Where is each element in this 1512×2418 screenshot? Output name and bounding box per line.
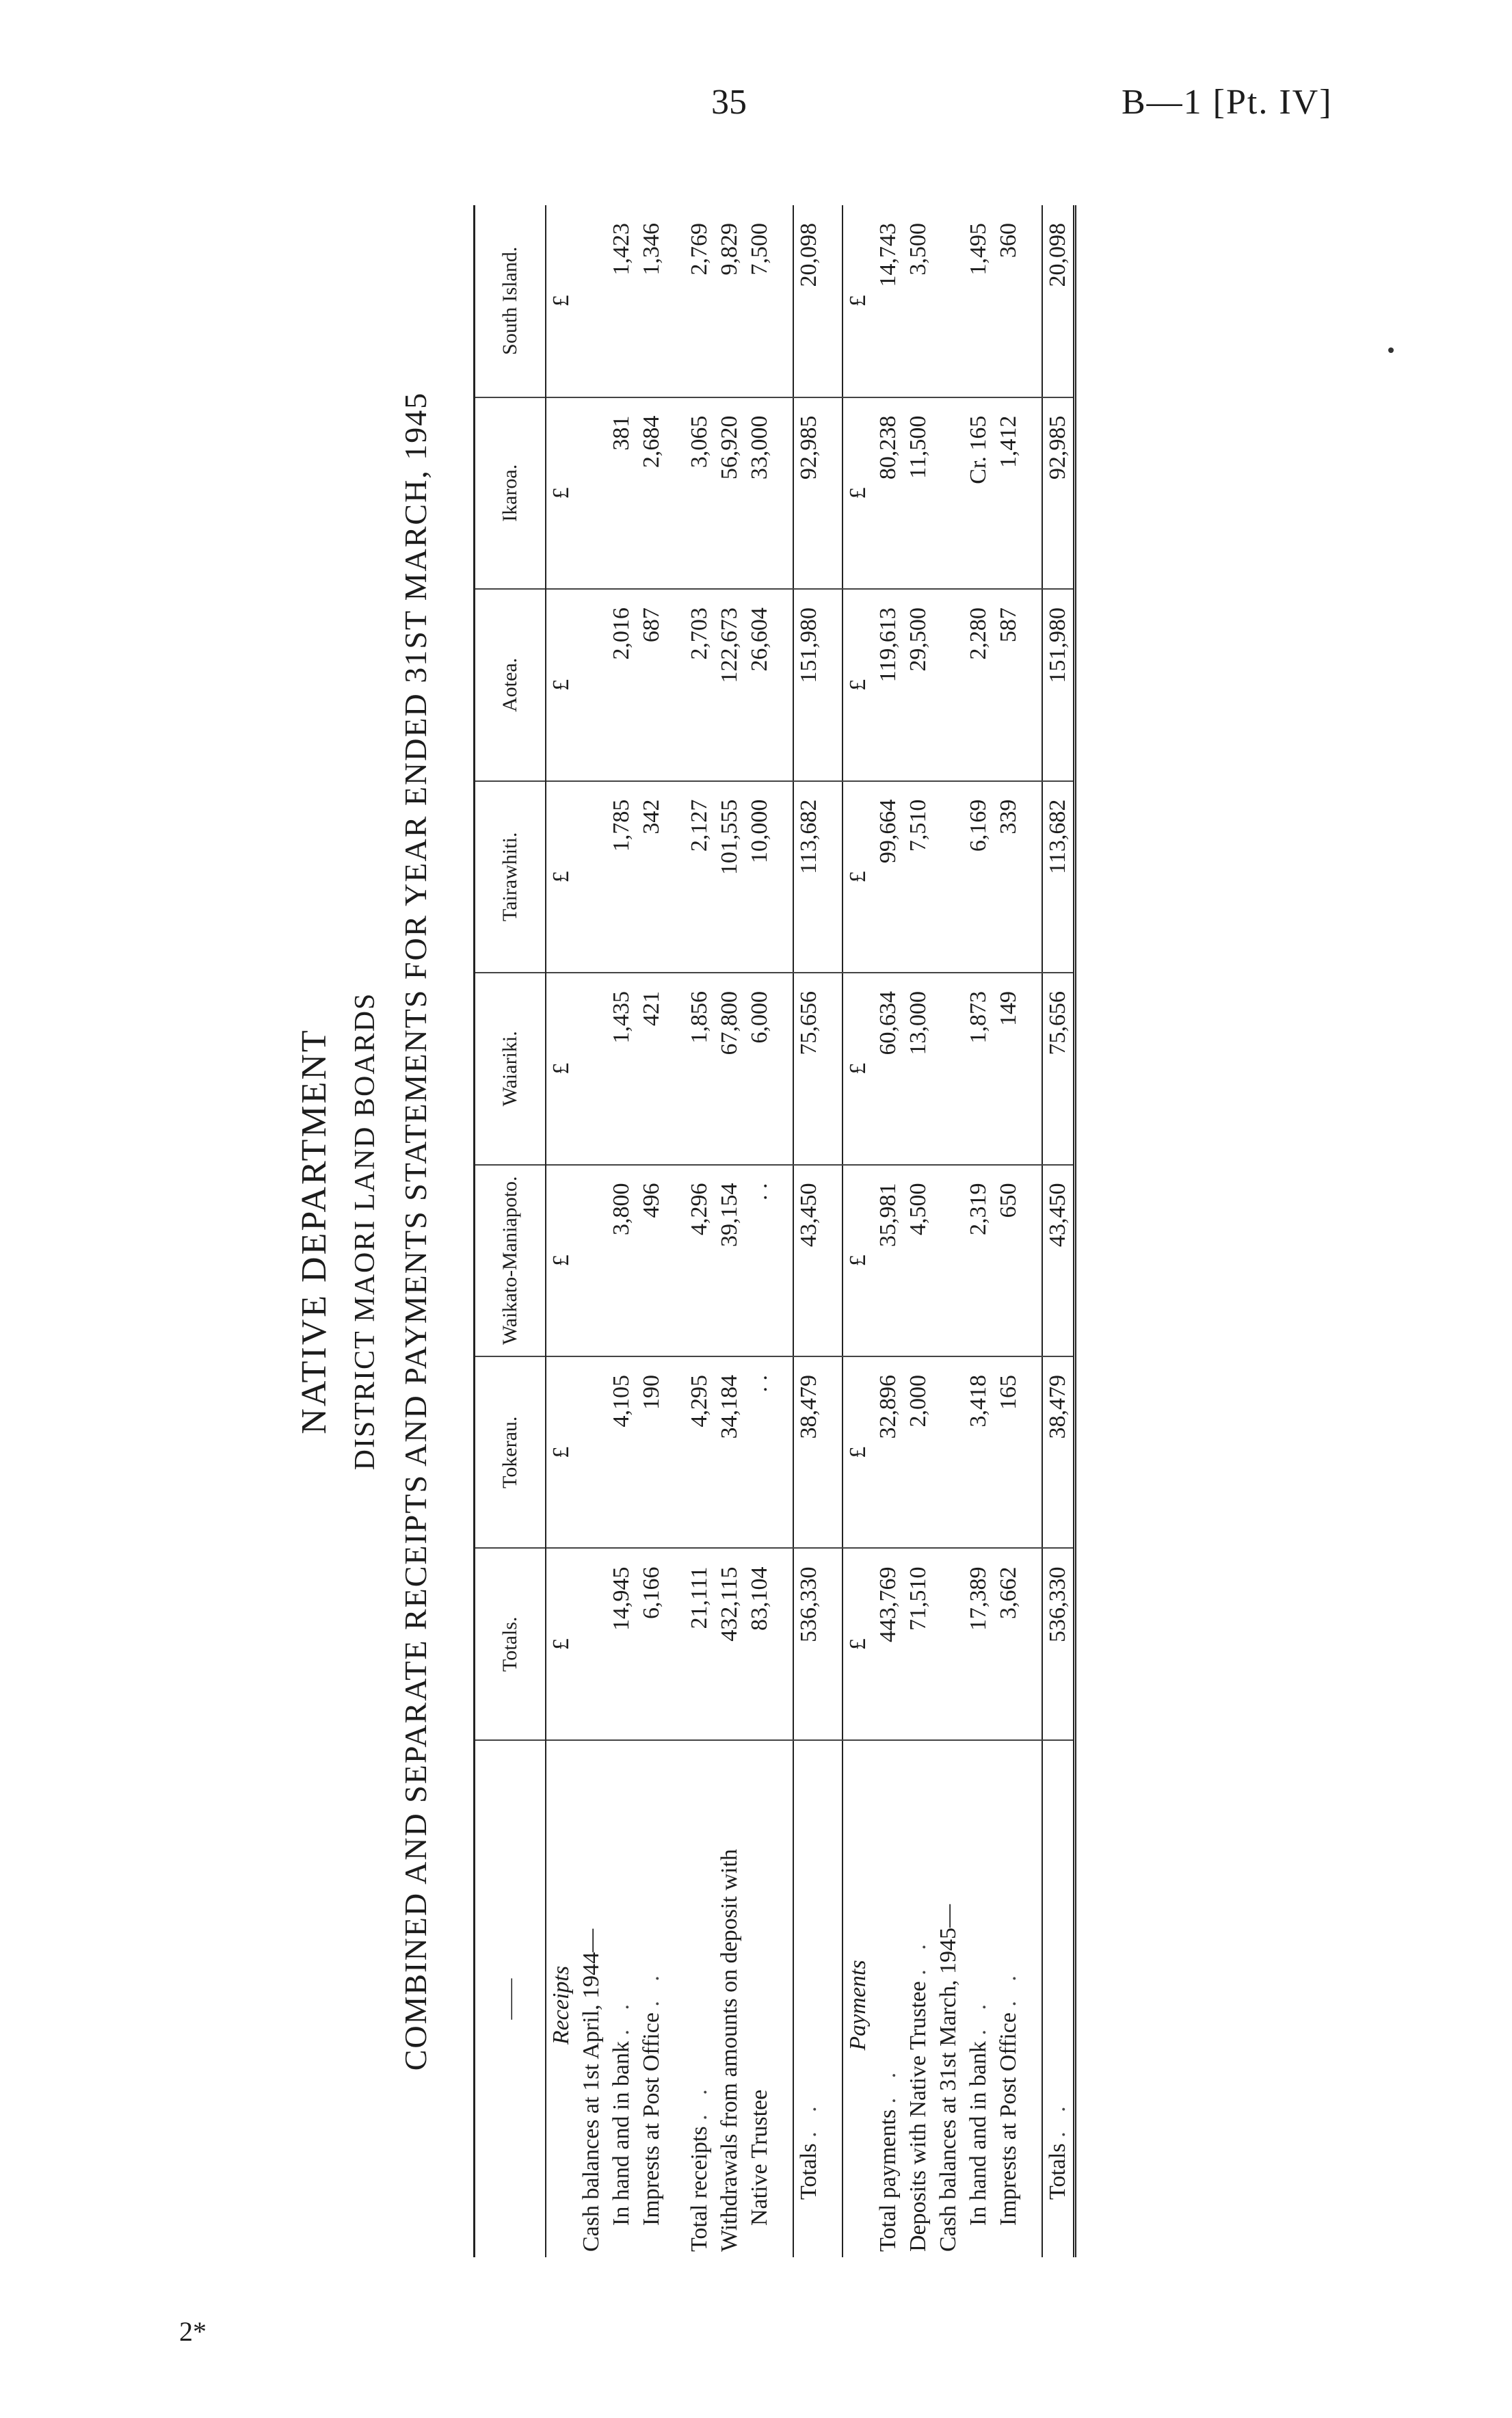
- spacer-row: [824, 205, 843, 2257]
- payments-heading-row: [843, 205, 873, 2257]
- table-cell: 4,295: [685, 1356, 715, 1548]
- row-label: Cash balances at 1st April, 1944—: [579, 1928, 604, 2252]
- receipts-totals-row: [793, 205, 824, 2257]
- dot-leader: . .: [905, 1937, 931, 1975]
- table-cell: 2,016: [607, 589, 637, 780]
- total-cell: 38,479: [1042, 1356, 1075, 1548]
- total-cell: 151,980: [793, 589, 824, 780]
- table-cell: 1,412: [994, 397, 1024, 589]
- row-label-text: Imprests at Post Office: [639, 2012, 664, 2226]
- column-header: Ikaroa.: [475, 397, 546, 589]
- receipts-heading-row: [546, 205, 576, 2257]
- currency-symbol: £: [546, 1165, 576, 1356]
- table-cell: 10,000: [745, 781, 775, 973]
- payments-heading: Payments: [843, 1740, 873, 2257]
- currency-symbol: £: [546, 1356, 576, 1548]
- table-cell: 1,785: [607, 781, 637, 973]
- payments-totals-row: [1042, 205, 1075, 2257]
- column-header: South Island.: [475, 205, 546, 397]
- totals-label-text: Totals: [796, 2143, 821, 2200]
- total-cell: 92,985: [793, 397, 824, 589]
- table-cell: 11,500: [903, 397, 933, 589]
- table-cell: 71,510: [903, 1549, 933, 1740]
- table-cell: 2,127: [685, 781, 715, 973]
- table-cell: 6,000: [745, 973, 775, 1164]
- currency-symbol: £: [546, 781, 576, 973]
- table-cell: 119,613: [873, 589, 903, 780]
- total-cell: 38,479: [793, 1356, 824, 1548]
- table-cell: 83,104: [745, 1549, 775, 1740]
- table-cell: . .: [745, 1356, 775, 1548]
- currency-symbol: £: [843, 589, 873, 780]
- statement-title: COMBINED AND SEPARATE RECEIPTS AND PAYMENTS STATEMENTS FOR YEAR ENDED 31ST MARCH, 1945: [398, 391, 433, 2071]
- table-cell: 421: [637, 973, 667, 1164]
- spacer-row: [1024, 205, 1042, 2257]
- table-cell: 3,662: [994, 1549, 1024, 1740]
- table-cell: 3,500: [903, 205, 933, 397]
- series-reference: B—1 [Pt. IV]: [1122, 83, 1333, 122]
- table-cell: 2,280: [964, 589, 994, 780]
- table-cell: 2,000: [903, 1356, 933, 1548]
- row-label: [637, 1740, 667, 2257]
- total-cell: 75,656: [1042, 973, 1075, 1164]
- table-cell: 7,500: [745, 205, 775, 397]
- table-cell: . .: [745, 1165, 775, 1356]
- table-cell: 26,604: [745, 589, 775, 780]
- table-cell: 101,555: [715, 781, 745, 973]
- dot-leader: . .: [609, 1997, 634, 2036]
- table-cell: 432,115: [715, 1549, 745, 1740]
- table-row: [685, 205, 715, 2257]
- table-cell: 1,856: [685, 973, 715, 1164]
- row-label-text: In hand and in bank: [609, 2040, 634, 2226]
- table-cell: 14,743: [873, 205, 903, 397]
- row-label: Cash balances at 31st March, 1945—: [936, 1904, 961, 2252]
- table-cell: 67,800: [715, 973, 745, 1164]
- currency-symbol: £: [546, 397, 576, 589]
- row-label-text: Imprests at Post Office: [996, 2012, 1021, 2226]
- table-cell: 2,319: [964, 1165, 994, 1356]
- cash-balances-opening-row: [576, 205, 607, 2257]
- table-cell: 21,111: [685, 1549, 715, 1740]
- column-header: Tokerau.: [475, 1356, 546, 1548]
- table-cell: 60,634: [873, 973, 903, 1164]
- total-cell: 43,450: [1042, 1165, 1075, 1356]
- description-column-header: ——: [475, 1740, 546, 2257]
- total-cell: 75,656: [793, 973, 824, 1164]
- currency-symbol: £: [546, 205, 576, 397]
- currency-symbol: £: [843, 781, 873, 973]
- table-cell: 14,945: [607, 1549, 637, 1740]
- table-cell: 3,800: [607, 1165, 637, 1356]
- dot-leader: . .: [687, 2082, 712, 2120]
- currency-symbol: £: [546, 1549, 576, 1740]
- table-cell: 2,769: [685, 205, 715, 397]
- currency-symbol: £: [546, 589, 576, 780]
- totals-label: Totals . .: [1042, 1740, 1075, 2257]
- currency-symbol: £: [843, 397, 873, 589]
- table-cell: 32,896: [873, 1356, 903, 1548]
- total-cell: 92,985: [1042, 397, 1075, 589]
- title-block: [294, 205, 465, 2257]
- receipts-heading: Receipts: [548, 1965, 574, 2045]
- table-cell: 4,105: [607, 1356, 637, 1548]
- total-cell: 20,098: [793, 205, 824, 397]
- totals-label-text: Totals: [1045, 2143, 1070, 2200]
- column-header: Waiariki.: [475, 973, 546, 1164]
- table-cell: 34,184: [715, 1356, 745, 1548]
- table-cell: 99,664: [873, 781, 903, 973]
- column-header-row: [475, 205, 546, 2257]
- column-header: Tairawhiti.: [475, 781, 546, 973]
- row-label-continuation: Native Trustee: [747, 2089, 772, 2226]
- currency-symbol: £: [843, 1549, 873, 1740]
- row-label: [873, 1740, 903, 2257]
- table-cell: 1,435: [607, 973, 637, 1164]
- table-row: [873, 205, 903, 2257]
- row-label: [994, 1740, 1024, 2257]
- table-cell: 342: [637, 781, 667, 973]
- row-label-text: Total payments: [875, 2109, 901, 2252]
- total-cell: 536,330: [793, 1549, 824, 1740]
- total-cell: 113,682: [793, 781, 824, 973]
- page-number: 35: [711, 83, 747, 122]
- table-cell: Cr. 165: [964, 397, 994, 589]
- spacer-row: [667, 205, 685, 2257]
- table-row: [994, 205, 1024, 2257]
- table-row: [964, 205, 994, 2257]
- table-cell: 80,238: [873, 397, 903, 589]
- dot-leader: . .: [875, 2065, 901, 2104]
- column-header: Totals.: [475, 1549, 546, 1740]
- table-cell: 339: [994, 781, 1024, 973]
- row-label: Withdrawals from amounts on deposit with: [717, 1849, 742, 2252]
- dot-leader: . .: [639, 1969, 664, 2007]
- dot-leader: . .: [966, 1997, 991, 2036]
- table-cell: 35,981: [873, 1165, 903, 1356]
- total-cell: 20,098: [1042, 205, 1075, 397]
- table-cell: 2,684: [637, 397, 667, 589]
- row-label-text: Total receipts: [687, 2126, 712, 2252]
- table-cell: 6,166: [637, 1549, 667, 1740]
- currency-symbol: £: [546, 973, 576, 1164]
- spacer-row: [775, 205, 793, 2257]
- ink-dot: [1388, 347, 1394, 353]
- row-label: [964, 1740, 994, 2257]
- totals-label: Totals . .: [793, 1740, 824, 2257]
- table-cell: 1,873: [964, 973, 994, 1164]
- table-cell: 165: [994, 1356, 1024, 1548]
- currency-symbol: £: [843, 205, 873, 397]
- table-row: [637, 205, 667, 2257]
- table-cell: 3,418: [964, 1356, 994, 1548]
- total-cell: 151,980: [1042, 589, 1075, 780]
- row-label-text: In hand and in bank: [966, 2040, 991, 2226]
- row-label: [903, 1740, 933, 2257]
- row-label: [685, 1740, 715, 2257]
- table-row: [745, 205, 775, 2257]
- table-cell: 39,154: [715, 1165, 745, 1356]
- table-cell: 496: [637, 1165, 667, 1356]
- table-row: [607, 205, 637, 2257]
- total-cell: 536,330: [1042, 1549, 1075, 1740]
- table-cell: 4,500: [903, 1165, 933, 1356]
- table-cell: 2,703: [685, 589, 715, 780]
- table-cell: 1,495: [964, 205, 994, 397]
- table-cell: 650: [994, 1165, 1024, 1356]
- total-cell: 113,682: [1042, 781, 1075, 973]
- column-header: Waikato-Maniapoto.: [475, 1165, 546, 1356]
- board-title: DISTRICT MAORI LAND BOARDS: [349, 992, 381, 1471]
- rotated-statement: [294, 205, 1210, 2257]
- table-row: [903, 205, 933, 2257]
- department-title: NATIVE DEPARTMENT: [295, 1028, 334, 1434]
- table-cell: 381: [607, 397, 637, 589]
- table-cell: 149: [994, 973, 1024, 1164]
- receipts-payments-table: [473, 205, 1076, 2257]
- table-cell: 13,000: [903, 973, 933, 1164]
- table-cell: 587: [994, 589, 1024, 780]
- currency-symbol: £: [843, 1165, 873, 1356]
- table-cell: 33,000: [745, 397, 775, 589]
- table-cell: 443,769: [873, 1549, 903, 1740]
- table-row: [715, 205, 745, 2257]
- table-cell: 6,169: [964, 781, 994, 973]
- table-cell: 190: [637, 1356, 667, 1548]
- currency-symbol: £: [843, 1356, 873, 1548]
- table-cell: 29,500: [903, 589, 933, 780]
- table-cell: 1,346: [637, 205, 667, 397]
- table-cell: 4,296: [685, 1165, 715, 1356]
- row-label: [607, 1740, 637, 2257]
- table-cell: 360: [994, 205, 1024, 397]
- row-label-text: Deposits with Native Trustee: [905, 1981, 931, 2252]
- table-cell: 122,673: [715, 589, 745, 780]
- table-cell: 1,423: [607, 205, 637, 397]
- cash-balances-closing-row: [933, 205, 964, 2257]
- table-cell: 17,389: [964, 1549, 994, 1740]
- table-cell: 9,829: [715, 205, 745, 397]
- table-cell: 687: [637, 589, 667, 780]
- sheet-signature: 2*: [179, 2316, 207, 2347]
- table-cell: 3,065: [685, 397, 715, 589]
- dot-leader: . .: [996, 1969, 1021, 2007]
- column-header: Aotea.: [475, 589, 546, 780]
- currency-symbol: £: [843, 973, 873, 1164]
- total-cell: 43,450: [793, 1165, 824, 1356]
- table-cell: 7,510: [903, 781, 933, 973]
- table-cell: 56,920: [715, 397, 745, 589]
